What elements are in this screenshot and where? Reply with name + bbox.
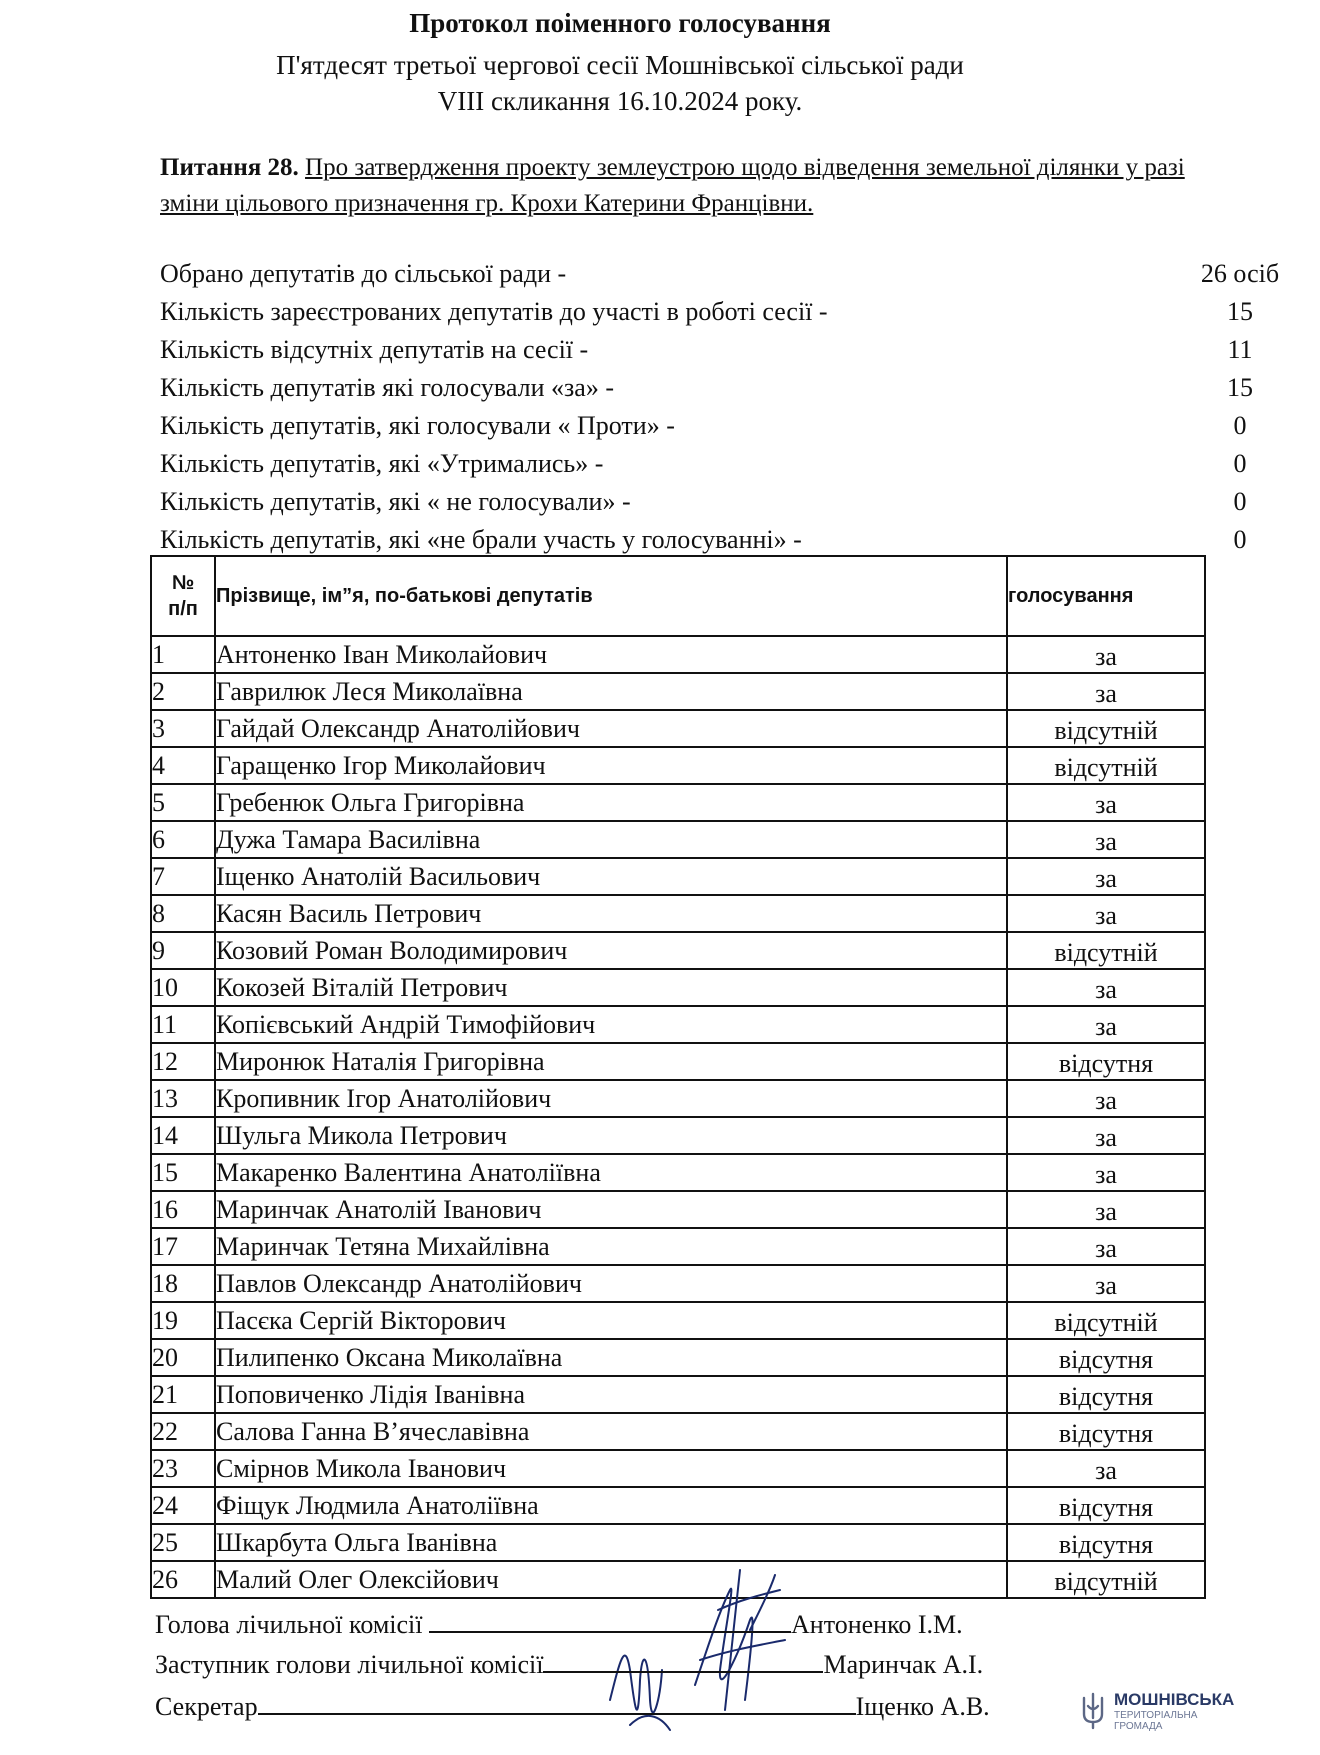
vote-result: за bbox=[1007, 895, 1205, 932]
stat-value: 0 bbox=[1233, 525, 1247, 554]
row-number: 3 bbox=[151, 710, 215, 747]
table-header-row bbox=[151, 556, 1205, 636]
deputy-name: Копієвський Андрій Тимофійович bbox=[215, 1006, 1007, 1043]
header-number-sign: № bbox=[171, 572, 195, 594]
vote-result: за bbox=[1007, 821, 1205, 858]
table-row bbox=[151, 1413, 1205, 1450]
question-number: Питання 28. bbox=[160, 154, 299, 181]
deputy-name: Іщенко Анатолій Васильович bbox=[215, 858, 1007, 895]
vote-result: відсутній bbox=[1007, 1302, 1205, 1339]
stat-value: 0 bbox=[1233, 449, 1247, 478]
deputy-name: Миронюк Наталія Григорівна bbox=[215, 1043, 1007, 1080]
table-row bbox=[151, 1228, 1205, 1265]
table-row bbox=[151, 1043, 1205, 1080]
row-number: 7 bbox=[151, 858, 215, 895]
deputy-name: Гребенюк Ольга Григорівна bbox=[215, 784, 1007, 821]
table-row bbox=[151, 1450, 1205, 1487]
signature-line-deputy-chair bbox=[155, 1645, 983, 1682]
row-number: 23 bbox=[151, 1450, 215, 1487]
vote-result: відсутній bbox=[1007, 710, 1205, 747]
table-row bbox=[151, 1339, 1205, 1376]
vote-result: відсутній bbox=[1007, 932, 1205, 969]
deputy-name: Пасєка Сергій Вікторович bbox=[215, 1302, 1007, 1339]
vote-result: відсутній bbox=[1007, 747, 1205, 784]
header-number-abbrev: п/п bbox=[168, 598, 198, 620]
vote-result: відсутня bbox=[1007, 1524, 1205, 1561]
vote-result: за bbox=[1007, 1080, 1205, 1117]
trident-icon bbox=[1080, 1692, 1106, 1730]
convocation-date-line: VIII скликання 16.10.2024 року. bbox=[437, 86, 803, 116]
deputy-name: Фіщук Людмила Анатоліївна bbox=[215, 1487, 1007, 1524]
table-row bbox=[151, 821, 1205, 858]
signature-underline bbox=[543, 1645, 823, 1673]
vote-result: за bbox=[1007, 858, 1205, 895]
vote-result: за bbox=[1007, 1228, 1205, 1265]
deputy-name: Дужа Тамара Василівна bbox=[215, 821, 1007, 858]
document-title: Протокол поіменного голосування bbox=[409, 8, 831, 38]
stat-row bbox=[160, 331, 1253, 369]
signature-underline bbox=[429, 1605, 791, 1633]
table-row bbox=[151, 636, 1205, 673]
deputy-name: Шкарбута Ольга Іванівна bbox=[215, 1524, 1007, 1561]
deputy-name: Гаращенко Ігор Миколайович bbox=[215, 747, 1007, 784]
stat-label: Кількість депутатів, які « не голосували» - bbox=[160, 487, 631, 516]
table-row bbox=[151, 1376, 1205, 1413]
vote-result: відсутній bbox=[1007, 1561, 1205, 1598]
logo-title: МОШНІВСЬКА bbox=[1114, 1690, 1235, 1709]
row-number: 20 bbox=[151, 1339, 215, 1376]
deputy-name: Кропивник Ігор Анатолійович bbox=[215, 1080, 1007, 1117]
stat-row bbox=[160, 445, 1247, 483]
table-row bbox=[151, 1487, 1205, 1524]
deputy-name: Маринчак Тетяна Михайлівна bbox=[215, 1228, 1007, 1265]
row-number: 1 bbox=[151, 636, 215, 673]
table-row bbox=[151, 710, 1205, 747]
vote-result: за bbox=[1007, 1117, 1205, 1154]
session-line: П'ятдесят третьої чергової сесії Мошнівської сільської ради bbox=[276, 50, 964, 80]
vote-result: за bbox=[1007, 1006, 1205, 1043]
row-number: 26 bbox=[151, 1561, 215, 1598]
deputy-name: Салова Ганна В’ячеславівна bbox=[215, 1413, 1007, 1450]
vote-result: за bbox=[1007, 1154, 1205, 1191]
table-row bbox=[151, 1117, 1205, 1154]
stat-label: Кількість відсутніх депутатів на сесії - bbox=[160, 335, 589, 364]
signatory-role: Голова лічильної комісії bbox=[155, 1610, 423, 1639]
row-number: 17 bbox=[151, 1228, 215, 1265]
table-row bbox=[151, 1006, 1205, 1043]
signatory-name: Іщенко А.В. bbox=[855, 1692, 990, 1721]
stat-value: 0 bbox=[1233, 487, 1247, 516]
row-number: 11 bbox=[151, 1006, 215, 1043]
stat-label: Кількість депутатів які голосували «за» - bbox=[160, 373, 614, 402]
table-row bbox=[151, 1265, 1205, 1302]
stat-label: Кількість зареєстрованих депутатів до участі в роботі сесії - bbox=[160, 297, 828, 326]
signatory-role: Заступник голови лічильної комісії bbox=[155, 1650, 544, 1679]
stat-value: 11 bbox=[1227, 335, 1253, 364]
row-number: 19 bbox=[151, 1302, 215, 1339]
vote-statistics bbox=[160, 255, 1280, 559]
row-number: 22 bbox=[151, 1413, 215, 1450]
signature-underline bbox=[258, 1687, 856, 1715]
table-row bbox=[151, 1154, 1205, 1191]
row-number: 15 bbox=[151, 1154, 215, 1191]
deputy-name: Гайдай Олександр Анатолійович bbox=[215, 710, 1007, 747]
table-row bbox=[151, 747, 1205, 784]
stat-value: 15 bbox=[1227, 373, 1253, 402]
signatory-name: Антоненко І.М. bbox=[791, 1610, 963, 1639]
signatory-role: Секретар bbox=[155, 1692, 258, 1721]
stat-label: Кількість депутатів, які «Утримались» - bbox=[160, 449, 604, 478]
row-number: 25 bbox=[151, 1524, 215, 1561]
stat-row bbox=[160, 521, 1247, 559]
deputy-name: Макаренко Валентина Анатоліївна bbox=[215, 1154, 1007, 1191]
signature-line-secretary bbox=[155, 1687, 990, 1724]
roll-call-table bbox=[150, 555, 1206, 1599]
stat-label: Кількість депутатів, які «не брали участь у голосуванні» - bbox=[160, 525, 802, 554]
column-header-name: Прізвище, ім”я, по-батькові депутатів bbox=[215, 556, 1007, 636]
row-number: 21 bbox=[151, 1376, 215, 1413]
row-number: 18 bbox=[151, 1265, 215, 1302]
table-row bbox=[151, 895, 1205, 932]
stat-row bbox=[160, 293, 1253, 331]
row-number: 10 bbox=[151, 969, 215, 1006]
signatory-name: Маринчак А.І. bbox=[823, 1650, 984, 1679]
question-text: Про затвердження проекту землеустрою щодо відведення земельної ділянки у разі зміни цільового призначення гр. Крохи Катерини Францівни. bbox=[160, 154, 1185, 217]
table-row bbox=[151, 969, 1205, 1006]
row-number: 6 bbox=[151, 821, 215, 858]
column-header-vote: голосування bbox=[1007, 556, 1205, 636]
stat-row bbox=[160, 483, 1247, 521]
deputy-name: Козовий Роман Володимирович bbox=[215, 932, 1007, 969]
table-row bbox=[151, 1191, 1205, 1228]
stat-label: Обрано депутатів до сільської ради - bbox=[160, 259, 567, 288]
table-row bbox=[151, 784, 1205, 821]
vote-result: відсутня bbox=[1007, 1376, 1205, 1413]
vote-result: за bbox=[1007, 1265, 1205, 1302]
vote-result: за bbox=[1007, 673, 1205, 710]
deputy-name: Маринчак Анатолій Іванович bbox=[215, 1191, 1007, 1228]
stat-value: 0 bbox=[1233, 411, 1247, 440]
logo-text bbox=[1114, 1690, 1234, 1732]
row-number: 2 bbox=[151, 673, 215, 710]
vote-result: відсутня bbox=[1007, 1487, 1205, 1524]
row-number: 12 bbox=[151, 1043, 215, 1080]
row-number: 16 bbox=[151, 1191, 215, 1228]
vote-result: відсутня bbox=[1007, 1413, 1205, 1450]
vote-result: за bbox=[1007, 1191, 1205, 1228]
stat-row bbox=[160, 369, 1253, 407]
stat-row bbox=[160, 407, 1247, 445]
vote-result: за bbox=[1007, 969, 1205, 1006]
deputy-name: Малий Олег Олексійович bbox=[215, 1561, 1007, 1598]
row-number: 14 bbox=[151, 1117, 215, 1154]
row-number: 9 bbox=[151, 932, 215, 969]
agenda-question bbox=[160, 150, 1220, 222]
deputy-name: Поповиченко Лідія Іванівна bbox=[215, 1376, 1007, 1413]
stat-value: 15 bbox=[1227, 297, 1253, 326]
row-number: 13 bbox=[151, 1080, 215, 1117]
signature-line-chair bbox=[155, 1605, 963, 1642]
deputy-name: Кокозей Віталій Петрович bbox=[215, 969, 1007, 1006]
row-number: 24 bbox=[151, 1487, 215, 1524]
vote-result: відсутня bbox=[1007, 1339, 1205, 1376]
community-logo bbox=[1080, 1688, 1235, 1738]
table-row bbox=[151, 1302, 1205, 1339]
table-row bbox=[151, 673, 1205, 710]
vote-result: за bbox=[1007, 1450, 1205, 1487]
deputy-name: Смірнов Микола Іванович bbox=[215, 1450, 1007, 1487]
row-number: 8 bbox=[151, 895, 215, 932]
table-row bbox=[151, 1080, 1205, 1117]
stat-row bbox=[160, 255, 1280, 293]
deputy-name: Антоненко Іван Миколайович bbox=[215, 636, 1007, 673]
vote-result: за bbox=[1007, 636, 1205, 673]
logo-subtitle-2: ГРОМАДА bbox=[1114, 1721, 1163, 1732]
table-row bbox=[151, 932, 1205, 969]
logo-subtitle-1: ТЕРИТОРІАЛЬНА bbox=[1114, 1710, 1198, 1721]
row-number: 4 bbox=[151, 747, 215, 784]
vote-result: відсутня bbox=[1007, 1043, 1205, 1080]
deputy-name: Касян Василь Петрович bbox=[215, 895, 1007, 932]
stat-label: Кількість депутатів, які голосували « Проти» - bbox=[160, 411, 675, 440]
table-row bbox=[151, 858, 1205, 895]
vote-result: за bbox=[1007, 784, 1205, 821]
column-header-number bbox=[151, 556, 215, 636]
deputy-name: Шульга Микола Петрович bbox=[215, 1117, 1007, 1154]
row-number: 5 bbox=[151, 784, 215, 821]
stat-value: 26 осіб bbox=[1200, 259, 1280, 288]
deputy-name: Павлов Олександр Анатолійович bbox=[215, 1265, 1007, 1302]
deputy-name: Пилипенко Оксана Миколаївна bbox=[215, 1339, 1007, 1376]
deputy-name: Гаврилюк Леся Миколаївна bbox=[215, 673, 1007, 710]
